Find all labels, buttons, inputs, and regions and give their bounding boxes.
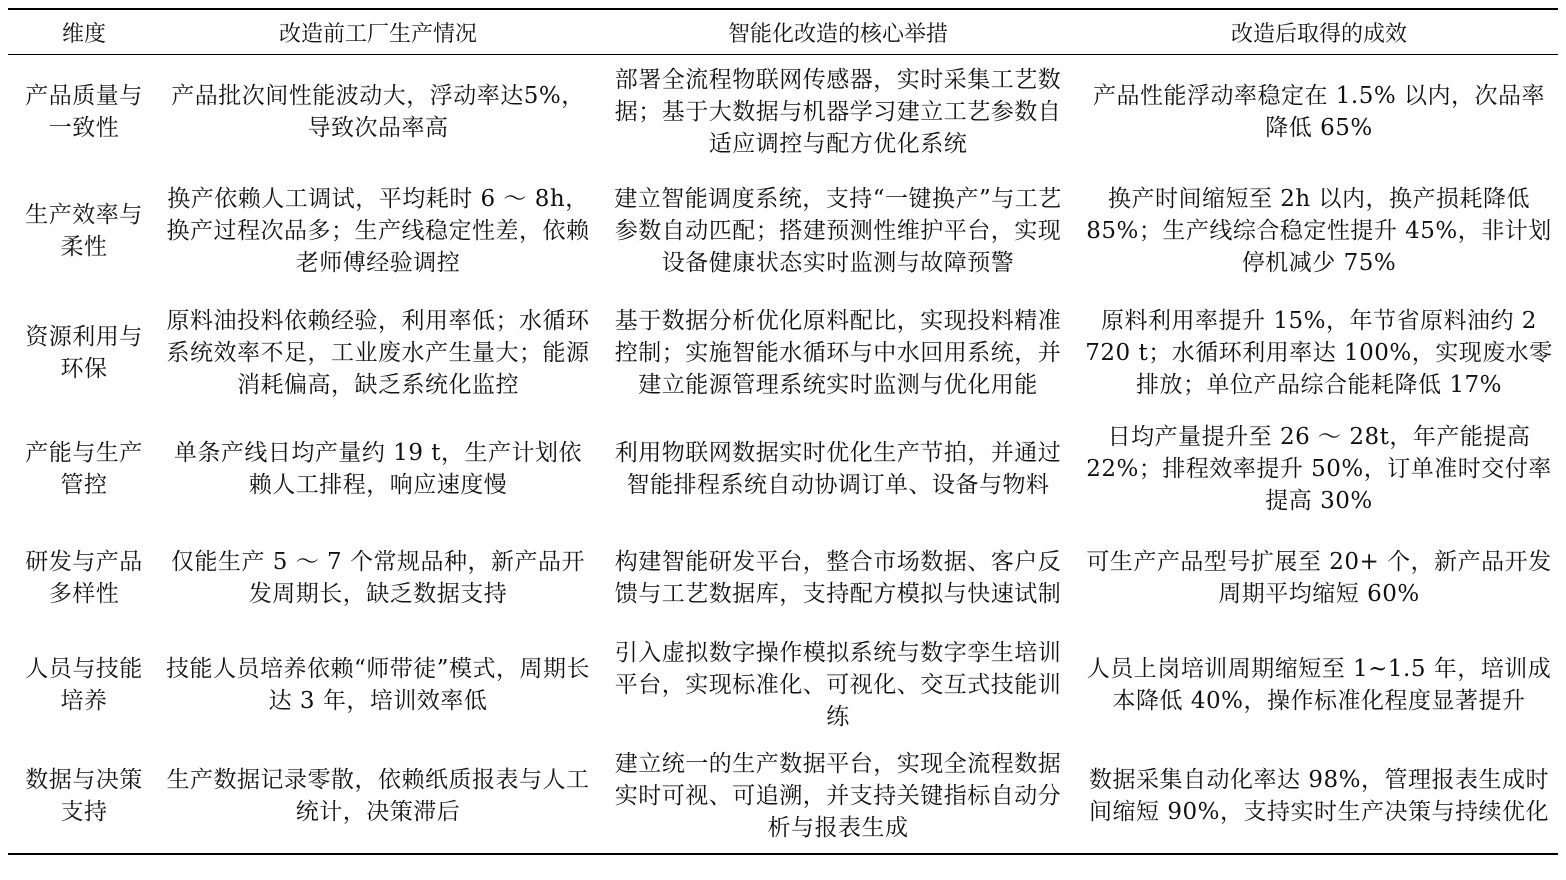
table-row [8,169,1558,293]
cell-before: 单条产线日均产量约 19 t，生产计划依赖人工排程，响应速度慢 [173,440,583,498]
header-results: 改造后取得的成效 [1080,9,1558,55]
cell-measures: 利用物联网数据实时优化生产节拍，并通过智能排程系统自动协调订单、设备与物料 [614,440,1062,498]
cell-dimension: 产能与生产管控 [25,440,143,498]
cell-measures: 建立统一的生产数据平台，实现全流程数据实时可视、可追溯，并支持关键指标自动分析与报表生成 [596,739,1080,854]
cell-dimension: 人员与技能培养 [25,656,143,714]
smart-transformation-table [8,8,1558,855]
header-measures: 智能化改造的核心举措 [596,9,1080,55]
cell-results: 原料利用率提升 15%，年节省原料油约 2 720 t；水循环利用率达 100%，实现废水零排放；单位产品综合能耗降低 17% [1085,308,1553,398]
header-row [8,9,1558,55]
table-row [8,631,1558,739]
cell-dimension: 产品质量与一致性 [25,83,143,141]
cell-measures: 引入虚拟数字操作模拟系统与数字孪生培训平台，实现标准化、可视化、交互式技能训练 [614,640,1062,730]
cell-before: 技能人员培养依赖“师带徒”模式，周期长达 3 年，培训效率低 [165,656,591,714]
table-row [8,55,1558,170]
cell-results: 可生产产品型号扩展至 20+ 个，新产品开发周期平均缩短 60% [1086,549,1552,607]
cell-before: 换产依赖人工调试，平均耗时 6 ～ 8h，换产过程次品多；生产线稳定性差，依赖老师傅经验调控 [166,186,590,276]
cell-dimension: 资源利用与环保 [25,324,143,382]
cell-dimension: 生产效率与柔性 [25,202,143,260]
cell-measures: 构建智能研发平台，整合市场数据、客户反馈与工艺数据库，支持配方模拟与快速试制 [614,549,1062,607]
table-row [8,739,1558,854]
cell-results: 数据采集自动化率达 98%，管理报表生成时间缩短 90%，支持实时生产决策与持续优化 [1080,739,1558,854]
cell-before: 仅能生产 5 ～ 7 个常规品种，新产品开发周期长，缺乏数据支持 [170,549,585,607]
table-body [8,55,1558,855]
cell-before: 原料油投料依赖经验，利用率低；水循环系统效率不足，工业废水产生量大；能源消耗偏高，缺乏系统化监控 [166,308,590,398]
table-row [8,293,1558,413]
table-row [8,413,1558,525]
cell-measures: 部署全流程物联网传感器，实时采集工艺数据；基于大数据与机器学习建立工艺参数自适应调控与配方优化系统 [614,67,1062,157]
cell-results: 日均产量提升至 26 ～ 28t，年产能提高 22%；排程效率提升 50%，订单准时交付率提高 30% [1086,424,1552,514]
cell-results: 产品性能浮动率稳定在 1.5% 以内，次品率降低 65% [1092,83,1546,141]
cell-before: 生产数据记录零散，依赖纸质报表与人工统计，决策滞后 [160,739,596,854]
cell-before: 产品批次间性能波动大，浮动率达5%，导致次品率高 [171,83,585,141]
header-before: 改造前工厂生产情况 [160,9,596,55]
cell-dimension: 数据与决策支持 [8,739,160,854]
cell-measures: 建立智能调度系统，支持“一键换产”与工艺参数自动匹配；搭建预测性维护平台，实现设备健康状态实时监测与故障预警 [614,186,1062,276]
cell-measures: 基于数据分析优化原料配比，实现投料精准控制；实施智能水循环与中水回用系统，并建立能源管理系统实时监测与优化用能 [614,308,1062,398]
cell-results: 换产时间缩短至 2h 以内，换产损耗降低 85%；生产线综合稳定性提升 45%，非计划停机减少 75% [1086,186,1552,276]
cell-dimension: 研发与产品多样性 [25,549,143,607]
cell-results: 人员上岗培训周期缩短至 1~1.5 年，培训成本降低 40%，操作标准化程度显著提升 [1086,656,1552,714]
table-header [8,9,1558,55]
header-dimension: 维度 [8,9,160,55]
table-row [8,525,1558,631]
comparison-table-container [8,8,1558,855]
